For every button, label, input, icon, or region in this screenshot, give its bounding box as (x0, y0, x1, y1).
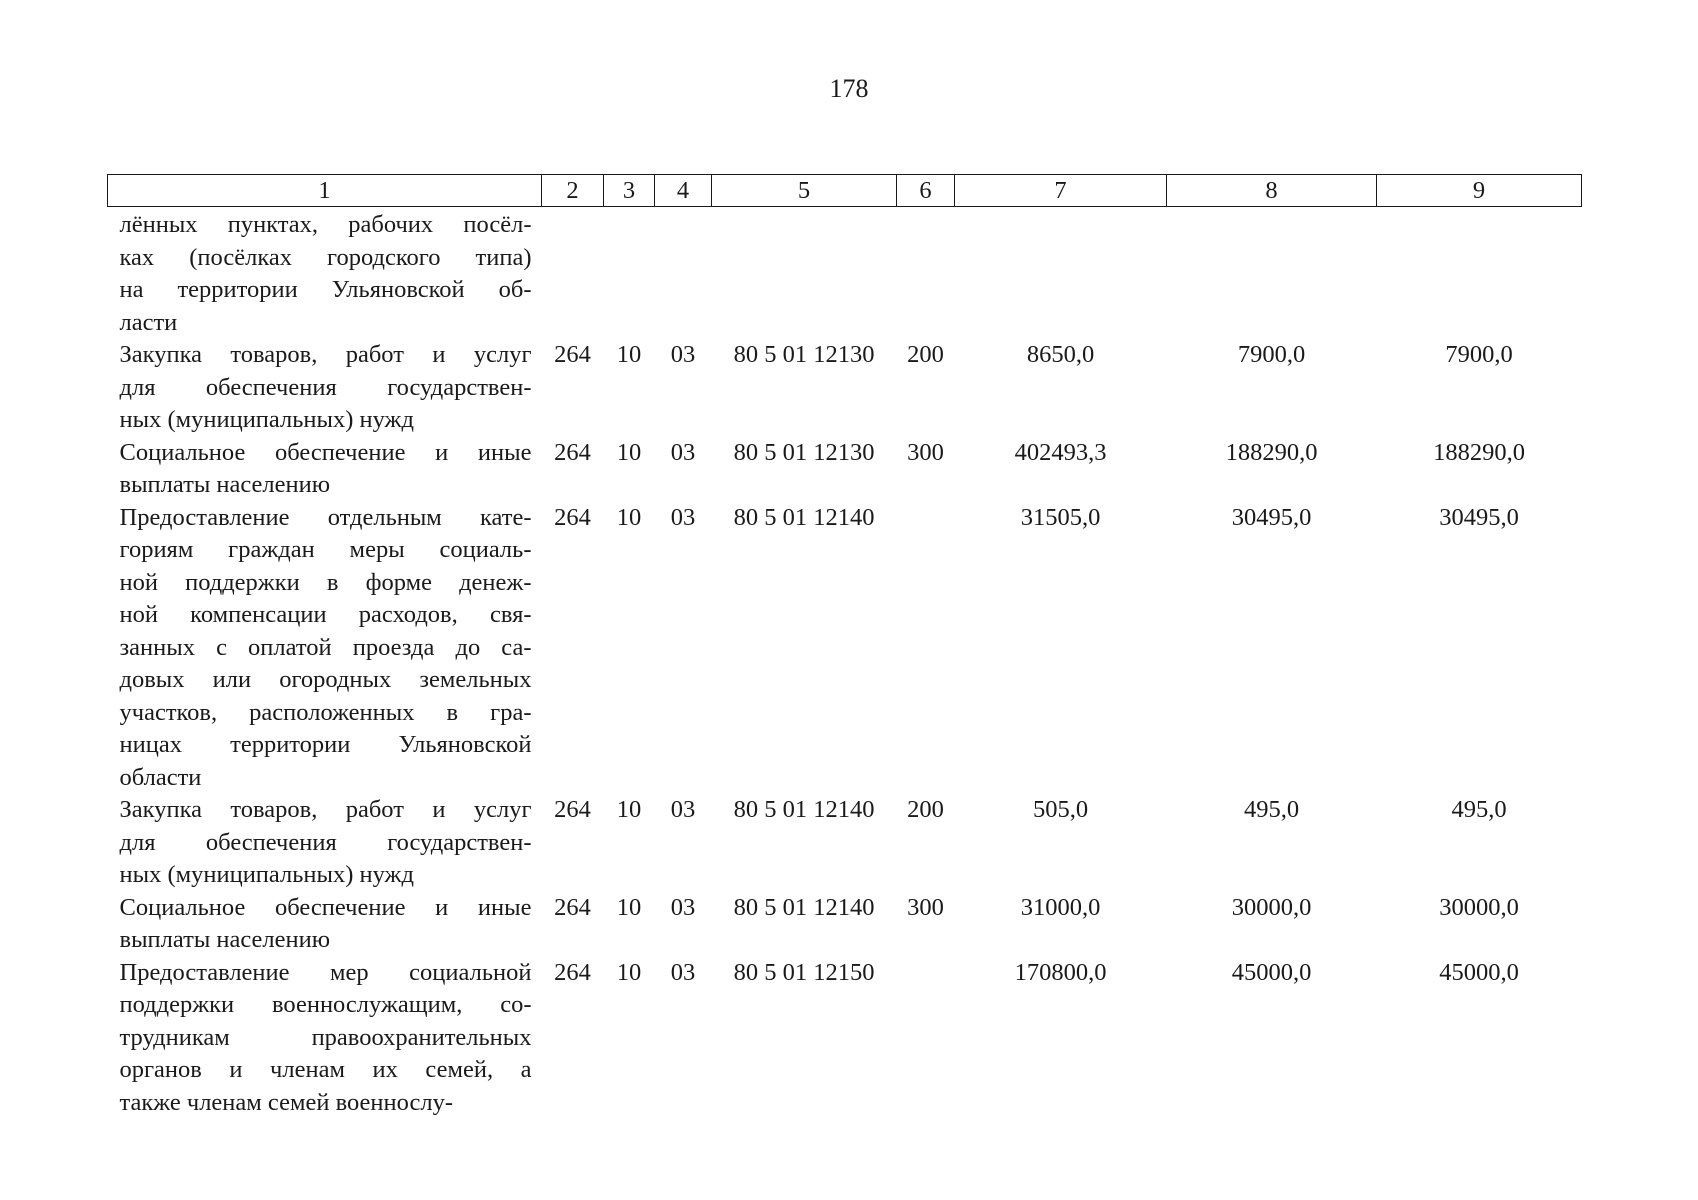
cell-expense-type (897, 502, 955, 795)
description-line: ной компенсации расходов, свя- (119, 601, 532, 628)
table-row (108, 794, 1582, 892)
table-row (108, 892, 1582, 957)
cell-amount-col9: 188290,0 (1433, 438, 1525, 466)
cell-description (108, 207, 542, 340)
description-line: также членам семей военнослу- (119, 1088, 454, 1116)
header-cell-3: 3 (604, 175, 655, 207)
description-line: участков, расположенных в гра- (119, 698, 532, 726)
cell-subsection: 03 (670, 893, 696, 921)
description-line: ницах территории Ульяновской (119, 731, 532, 758)
description-line: Закупка товаров, работ и услуг (119, 796, 532, 823)
cell-amount-col7: 402493,3 (1014, 438, 1107, 466)
description-line: довых или огородных земельных (119, 666, 532, 693)
cell-amount-col8: 7900,0 (1237, 341, 1306, 368)
cell-target-article (712, 207, 897, 340)
cell-admin-code: 264 (554, 893, 591, 921)
cell-expense-type: 200 (907, 796, 944, 823)
cell-amount-col9: 45000,0 (1439, 958, 1519, 986)
cell-amount-col8: 188290,0 (1225, 438, 1318, 466)
header-cell-4: 4 (655, 175, 712, 207)
description-line: Социальное обеспечение и иные (119, 893, 532, 921)
cell-section: 10 (616, 341, 642, 368)
budget-table-container (107, 174, 1581, 1119)
cell-section (604, 207, 655, 340)
cell-target-article: 80 5 01 12130 (733, 438, 875, 466)
page-number: 178 (829, 74, 869, 103)
cell-section: 10 (616, 438, 642, 466)
description-line: выплаты населению (119, 471, 331, 498)
description-line: занных с оплатой проезда до са- (119, 633, 532, 661)
description-line: ной поддержки в форме денеж- (119, 568, 532, 596)
cell-amount-col9: 30000,0 (1439, 893, 1519, 921)
description-line: ласти (119, 308, 178, 336)
header-cell-6: 6 (897, 175, 955, 207)
description-line: органов и членам их семей, а (119, 1056, 532, 1083)
description-line: Социальное обеспечение и иные (119, 438, 532, 466)
cell-admin-code: 264 (554, 958, 591, 986)
table-row (108, 957, 1582, 1120)
cell-description (108, 339, 542, 437)
cell-expense-type: 300 (907, 893, 944, 921)
cell-subsection: 03 (670, 796, 696, 823)
description-line: ных (муниципальных) нужд (119, 406, 414, 433)
table-row (108, 339, 1582, 437)
description-line: на территории Ульяновской об- (119, 276, 532, 303)
description-line: Закупка товаров, работ и услуг (119, 341, 532, 368)
cell-target-article: 80 5 01 12140 (733, 893, 875, 921)
header-row (108, 175, 1582, 207)
description-line: Предоставление мер социальной (119, 958, 532, 986)
table-header (108, 175, 1582, 207)
description-line: ных (муниципальных) нужд (119, 861, 414, 888)
cell-expense-type: 300 (907, 438, 944, 466)
description-line: ках (посёлках городского типа) (119, 243, 532, 271)
description-line: Предоставление отдельным кате- (119, 503, 532, 531)
cell-admin-code: 264 (554, 341, 591, 368)
cell-amount-col7: 505,0 (1032, 796, 1089, 823)
header-cell-1: 1 (108, 175, 542, 207)
description-line: области (119, 763, 202, 791)
header-cell-2: 2 (542, 175, 604, 207)
header-cell-7: 7 (955, 175, 1167, 207)
cell-target-article: 80 5 01 12150 (733, 958, 875, 986)
cell-subsection: 03 (670, 503, 696, 531)
cell-amount-col7: 8650,0 (1026, 341, 1095, 368)
header-cell-9: 9 (1377, 175, 1582, 207)
cell-admin-code: 264 (554, 796, 591, 823)
cell-amount-col8: 30495,0 (1231, 503, 1312, 531)
cell-subsection: 03 (670, 438, 696, 466)
header-cell-5: 5 (712, 175, 897, 207)
cell-target-article: 80 5 01 12140 (733, 796, 875, 823)
description-line: гориям граждан меры социаль- (119, 536, 532, 563)
cell-amount-col9: 7900,0 (1445, 341, 1513, 368)
cell-section: 10 (616, 958, 642, 986)
description-line: лённых пунктах, рабочих посёл- (119, 211, 532, 238)
cell-amount-col7: 31505,0 (1020, 503, 1101, 531)
cell-amount-col7: 31000,0 (1020, 893, 1101, 921)
cell-description (108, 892, 542, 957)
budget-table (107, 174, 1582, 1119)
cell-expense-type (897, 957, 955, 1120)
description-line: трудникам правоохранительных (119, 1023, 532, 1051)
cell-amount-col9: 495,0 (1451, 796, 1507, 823)
header-cell-8: 8 (1167, 175, 1377, 207)
description-line: поддержки военнослужащим, со- (119, 991, 532, 1018)
cell-section: 10 (616, 893, 642, 921)
cell-description (108, 794, 542, 892)
cell-admin-code (542, 207, 604, 340)
table-body (108, 207, 1582, 1120)
cell-target-article: 80 5 01 12140 (733, 503, 875, 531)
cell-description (108, 957, 542, 1120)
cell-section: 10 (616, 796, 642, 823)
cell-expense-type (897, 207, 955, 340)
cell-subsection (655, 207, 712, 340)
description-line: выплаты населению (119, 926, 331, 953)
cell-amount-col8: 495,0 (1243, 796, 1300, 823)
cell-amount-col8: 45000,0 (1231, 958, 1312, 986)
cell-amount-col9: 30495,0 (1439, 503, 1519, 531)
table-row (108, 502, 1582, 795)
cell-amount-col7 (955, 207, 1167, 340)
cell-amount-col7: 170800,0 (1014, 958, 1107, 986)
cell-amount-col9 (1377, 207, 1582, 340)
cell-amount-col8 (1167, 207, 1377, 340)
cell-description (108, 502, 542, 795)
table-row (108, 437, 1582, 502)
table-row (108, 207, 1582, 340)
description-line: для обеспечения государствен- (119, 373, 532, 401)
description-line: для обеспечения государствен- (119, 828, 532, 856)
cell-expense-type: 200 (907, 341, 944, 368)
cell-admin-code: 264 (554, 438, 591, 466)
cell-subsection: 03 (670, 341, 696, 368)
cell-section: 10 (616, 503, 642, 531)
cell-amount-col8: 30000,0 (1231, 893, 1312, 921)
cell-subsection: 03 (670, 958, 696, 986)
cell-description (108, 437, 542, 502)
cell-admin-code: 264 (554, 503, 591, 531)
cell-target-article: 80 5 01 12130 (733, 341, 875, 368)
